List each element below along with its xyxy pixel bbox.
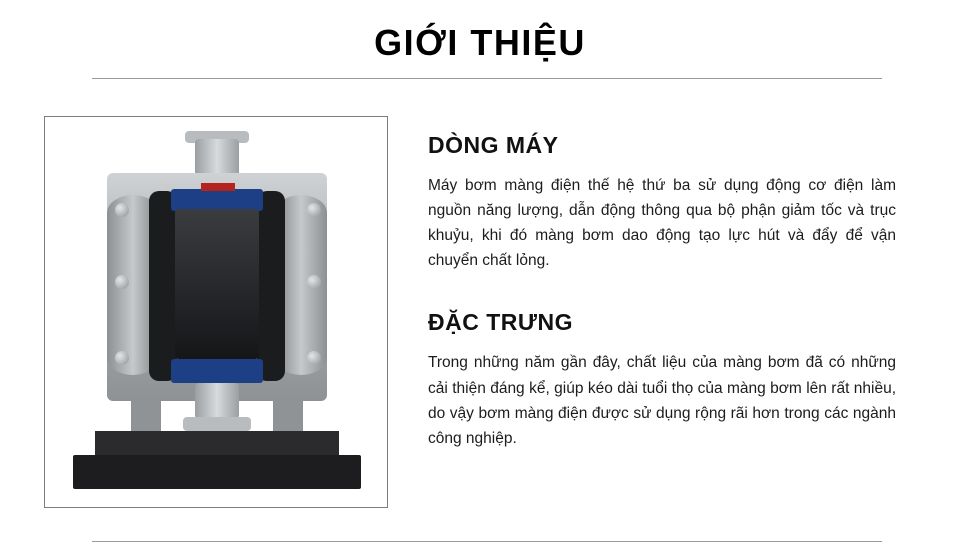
section-dac-trung xyxy=(428,309,896,450)
pump-center-block xyxy=(175,209,259,359)
diaphragm-pump-image xyxy=(45,117,387,507)
title-divider xyxy=(92,78,882,79)
section-heading: DÒNG MÁY xyxy=(428,132,559,158)
section-body: Máy bơm màng điện thế hệ thứ ba sử dụng động cơ điện làm nguồn năng lượng, dẫn động thông qua bộ phận giảm tốc và trục khuỷu, khi đó màng bơm dao động tạo lực hút và đẩy để vận chuyển chất lỏng. xyxy=(428,177,896,270)
base-shadow xyxy=(95,431,339,455)
bolt-icon xyxy=(307,203,321,217)
pump-manifold-bottom xyxy=(171,359,263,383)
section-dong-may xyxy=(428,132,896,273)
bolt-icon xyxy=(307,275,321,289)
bolt-icon xyxy=(307,351,321,365)
bolt-icon xyxy=(115,351,129,365)
bottom-port xyxy=(195,383,239,419)
product-image-panel xyxy=(44,116,388,508)
bolt-icon xyxy=(115,275,129,289)
footer-divider xyxy=(92,541,882,542)
pump-manifold-top xyxy=(171,189,263,211)
bolt-icon xyxy=(115,203,129,217)
page-title: GIỚI THIỆU xyxy=(374,22,586,63)
bottom-flange xyxy=(183,417,251,431)
pump-seal-right xyxy=(257,191,285,381)
content-column xyxy=(428,132,896,451)
base-plate xyxy=(73,455,361,489)
pump-seal-left xyxy=(149,191,177,381)
pump-red-label xyxy=(201,183,235,191)
section-heading: ĐẶC TRƯNG xyxy=(428,309,573,336)
section-body: Trong những năm gần đây, chất liệu của màng bơm đã có những cải thiện đáng kể, giúp kéo dài tuổi thọ của màng bơm lên rất nhiều, do vậy bơm màng điện được sử dụng rộng rãi hơn trong các ngành công nghiệp. xyxy=(428,354,896,447)
